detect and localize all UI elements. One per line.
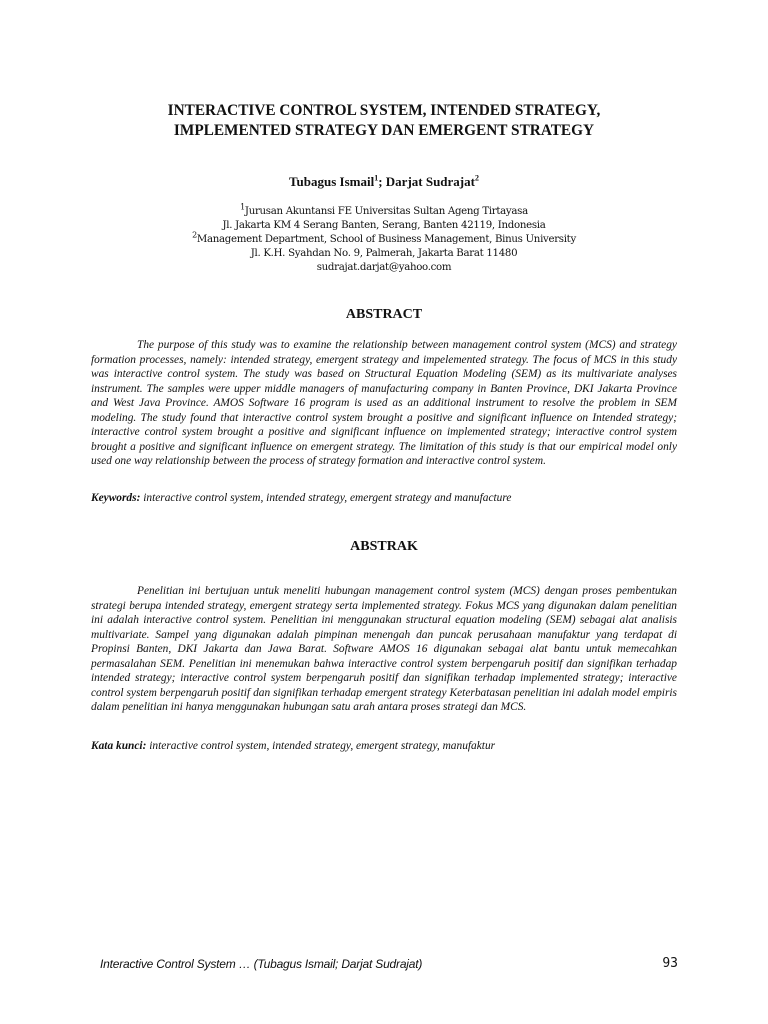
affiliation-1-name: $^1$Jurusan Akuntansi FE Universitas Sultan Ageng Tirtayasa [240, 202, 528, 217]
page-number: 93 [662, 956, 678, 971]
abstract-paragraph [91, 338, 677, 469]
title-line-1: INTERACTIVE CONTROL SYSTEM, INTENDED STRATEGY, [167, 102, 601, 119]
author-separator: ; [378, 174, 386, 189]
author-email: sudrajat.darjat@yahoo.com [316, 262, 452, 273]
author-1-affiliation-mark: 1 [374, 173, 379, 183]
abstrak-text: Penelitian ini bertujuan untuk meneliti hubungan management control system (MCS) dengan proses pembentukan strategi berupa intended strategy, emergent strategy serta implemented strategy. Fokus MCS yang digunakan dalam penelitian ini adalah interactive control system. Penelitian ini menggunakan structural equation modeling (SEM) sebagai alat analisis multivariate. Sampel yang digunakan adalah pimpinan menengah dan puncak perusahaan manufaktur yang terdapat di Propinsi Banten, DKI Jakarta dan Jawa Barat. Software AMOS 16 digunakan sebagai alat bantu untuk memecahkan permasalahan SEM. Penelitian ini menemukan bahwa interactive control system berpengaruh positif dan signifikan terhadap intended strategy; interactive control system berpengaruh positif dan signifikan terhadap implemented strategy; interactive control system berpengaruh positif dan signifikan terhadap emergent strategy Keterbatasan penelitian ini adalah model empiris dalam penelitian ini hanya menggunakan hubungan satu arah antara proses strategi dan MCS. [91, 585, 677, 713]
affiliation-2-address: Jl. K.H. Syahdan No. 9, Palmerah, Jakarta Barat 11480 [250, 248, 518, 259]
affiliation-1-mark: 1 [240, 202, 245, 212]
abstract-heading: ABSTRACT [345, 307, 423, 322]
affiliations [90, 202, 678, 275]
abstrak-heading: ABSTRAK [350, 539, 418, 554]
affiliation-2-name: $^2$Management Department, School of Business Management, Binus University [192, 230, 576, 245]
title-line-2: IMPLEMENTED STRATEGY DAN EMERGENT STRATEGY [173, 122, 595, 139]
author-2-affiliation-mark: 2 [474, 173, 479, 183]
kata-kunci-text: interactive control system, intended strategy, emergent strategy, manufaktur [146, 740, 496, 752]
abstract-keywords [91, 492, 677, 504]
abstrak-keywords [91, 740, 677, 752]
paper-title [90, 101, 678, 141]
abstrak-paragraph [91, 584, 677, 715]
keywords-label: Keywords: [91, 492, 141, 504]
affiliation-2-mark: 2 [192, 230, 197, 240]
kata-kunci-label: Kata kunci: [91, 740, 147, 752]
abstract-text: The purpose of this study was to examine the relationship between management control system (MCS) and strategy formation processes, namely: intended strategy, emergent strategy and impelemented strategy. The focus of MCS in this study was interactive control system. The study was based on Structural Equation Modeling (SEM) as its multivariate analyses instrument. The samples were upper middle managers of manufacturing company in Banten Province, DKI Jakarta Province and West Java Province. AMOS Software 16 program is used as an additional instrument to resolve the problem in SEM modeling. The study found that interactive control system brought a positive and significant influence on Intended strategy; interactive control system brought a positive and significant influence on implemented strategy; interactive control system brought a positive and significant influence on emergent strategy. The limitation of this study is that our empirical model only used one way relationship between the process of strategy formation and interactive control system. [91, 339, 677, 467]
author-list [90, 174, 678, 190]
running-footer-title: Interactive Control System … (Tubagus Ismail; Darjat Sudrajat) [100, 957, 423, 971]
keywords-text: interactive control system, intended strategy, emergent strategy and manufacture [140, 492, 512, 504]
author-1-name: Tubagus Ismail [289, 174, 375, 189]
affiliation-1-address: Jl. Jakarta KM 4 Serang Banten, Serang, Banten 42119, Indonesia [222, 220, 546, 231]
author-2-name: Darjat Sudrajat [385, 174, 475, 189]
